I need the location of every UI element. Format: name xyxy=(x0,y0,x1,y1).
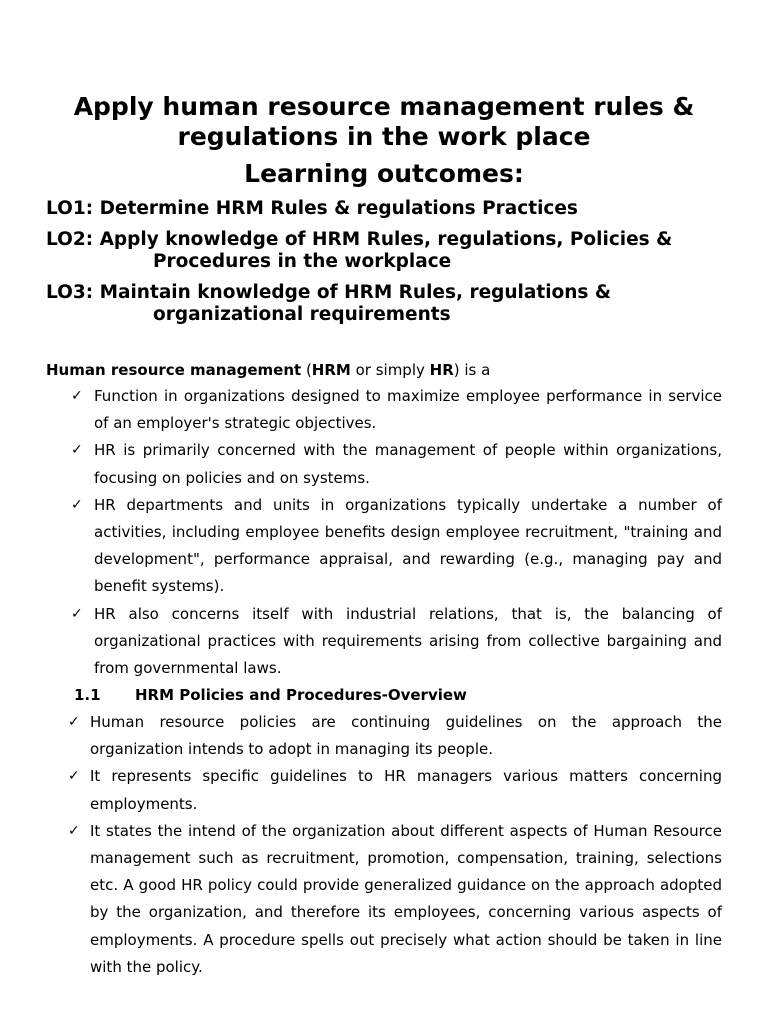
section-number: 1.1 xyxy=(74,686,101,704)
checkmark-icon: ✓ xyxy=(71,442,83,459)
list-item xyxy=(71,437,722,491)
hr-abbreviation: HR xyxy=(429,361,454,379)
document-title xyxy=(40,92,728,152)
checkmark-icon: ✓ xyxy=(68,822,80,839)
learning-outcome-3-text: LO3: Maintain knowledge of HRM Rules, regulations & xyxy=(46,282,612,303)
list-item-text: Human resource policies are continuing guidelines on the approach the organization intends to adopt in managing its people. xyxy=(90,713,722,759)
learning-outcome-2 xyxy=(46,229,746,273)
learning-outcomes-heading: Learning outcomes: xyxy=(244,159,524,188)
checkmark-icon: ✓ xyxy=(68,714,80,730)
learning-outcome-2-text: LO2: Apply knowledge of HRM Rules, regulations, Policies & xyxy=(46,229,673,250)
title-line-1: Apply human resource management rules & xyxy=(73,92,695,121)
list-item-text: HR also concerns itself with industrial relations, that is, the balancing of organizational practices with requirements arising from collective bargaining and from governmental laws. xyxy=(94,604,722,678)
checkmark-icon: ✓ xyxy=(71,605,83,622)
section-heading xyxy=(74,684,467,706)
checkmark-icon: ✓ xyxy=(71,388,83,404)
checkmark-icon: ✓ xyxy=(68,768,80,785)
list-item xyxy=(71,383,722,437)
list-item xyxy=(68,818,722,981)
list-item xyxy=(68,763,722,817)
hrm-abbreviation: HRM xyxy=(311,361,351,379)
title-line-2: regulations in the work place xyxy=(177,122,591,151)
hrm-definition-intro xyxy=(46,360,490,380)
learning-outcome-1-text: LO1: Determine HRM Rules & regulations Practices xyxy=(46,198,578,219)
checkmark-icon: ✓ xyxy=(71,496,83,513)
section-title: HRM Policies and Procedures-Overview xyxy=(135,686,467,704)
hr-policy-list xyxy=(68,709,722,981)
learning-outcome-3-continuation: organizational requirements xyxy=(153,304,451,325)
list-item xyxy=(68,709,722,763)
learning-outcome-2-continuation: Procedures in the workplace xyxy=(153,251,452,272)
list-item xyxy=(71,601,722,683)
list-item-text: HR is primarily concerned with the management of people within organizations, focusing on policies and on systems. xyxy=(94,441,722,487)
list-item-text: Function in organizations designed to maximize employee performance in service of an employer's strategic objectives. xyxy=(94,387,722,433)
learning-outcome-1 xyxy=(46,198,746,220)
list-item-text: It states the intend of the organization about different aspects of Human Resource management such as recruitment, promotion, compensation, training, selections etc. A good HR policy could provide generalized guidance on the approach adopted by the organization, and therefore its employees, concerning various aspects of employments. A procedure spells out precisely what action should be taken in line with the policy. xyxy=(90,821,722,976)
intro-tail: ) is a xyxy=(453,361,491,379)
learning-outcome-3 xyxy=(46,282,746,326)
hrm-definition-list xyxy=(71,383,722,682)
intro-or-simply: or simply xyxy=(350,361,430,379)
list-item-text: HR departments and units in organizations typically undertake a number of activities, including employee benefits design employee recruitment, "training and development", performance appraisal, and rewarding (e.g., managing pay and benefit systems). xyxy=(94,495,722,596)
list-item xyxy=(71,492,722,601)
hrm-term: Human resource management xyxy=(46,361,302,379)
list-item-text: It represents specific guidelines to HR managers various matters concerning employments. xyxy=(90,767,722,813)
intro-paren-open: ( xyxy=(301,361,312,379)
